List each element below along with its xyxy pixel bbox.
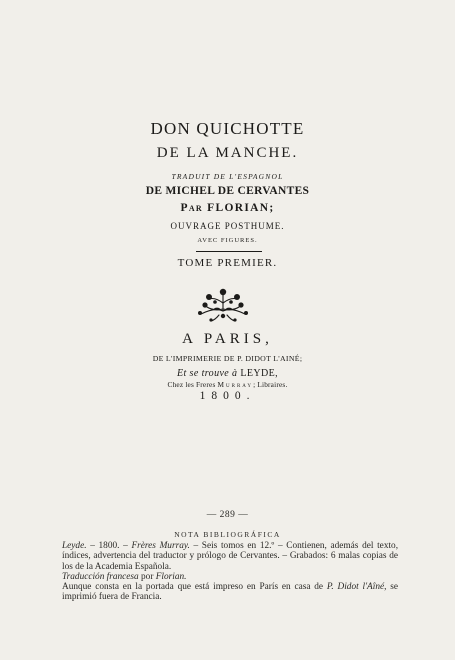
fleuron-ornament [191, 281, 255, 323]
bibliographic-note [62, 541, 398, 603]
translated-from-line: TRADUIT DE L'ESPAGNOL [171, 172, 284, 181]
book-subtitle: DE LA MANCHE. [156, 145, 299, 161]
note-place: Leyde. [62, 541, 87, 551]
note-description: – Seis tomos en 12.º – Contienen, además del texto, índices, advertencia del traductor y prólogo de Cervantes. – Grabados: 6 malas copias de los de la Academia Española. [62, 541, 399, 572]
note-imprint-post: , se imprimió fuera de Francia. [62, 582, 398, 603]
booksellers-name: Murray [217, 380, 254, 389]
note-publisher: Frères Murray. [131, 541, 190, 551]
note-paragraph-2 [62, 572, 398, 582]
translator-line: Par FLORIAN; [180, 202, 275, 214]
book-title: DON QUICHOTTE [150, 119, 305, 138]
imprint-booksellers [0, 380, 455, 389]
note-translation-mid: por [138, 571, 156, 582]
note-imprint-name: P. Didot l'Aîné [326, 582, 385, 593]
note-paragraph-1 [62, 541, 398, 572]
note-translation-label: Traducción francesa [62, 571, 139, 582]
note-translator-name: Florian. [155, 571, 187, 582]
imprint-sold-at-place: LEYDE, [240, 368, 279, 379]
nota-heading: NOTA BIBLIOGRÁFICA [174, 530, 281, 539]
posthumous-line: OUVRAGE POSTHUME. [170, 221, 285, 231]
note-paragraph-3 [62, 582, 398, 603]
page-number: — 289 — [206, 510, 249, 520]
imprint-year: 1800. [199, 390, 256, 402]
imprint-city: A PARIS, [182, 331, 273, 347]
volume-line: TOME PREMIER. [177, 257, 278, 269]
booksellers-suffix: ; Libraires. [253, 380, 288, 389]
author-line: DE MICHEL DE CERVANTES [145, 185, 310, 197]
imprint-sold-at-italic: Et se trouve à [176, 368, 238, 379]
note-year: – 1800. – [86, 541, 132, 551]
note-imprint-pre: Aunque consta en la portada que está impreso en París en casa de [62, 582, 327, 593]
figures-line: AVEC FIGURES. [197, 237, 258, 244]
imprint-sold-at [0, 368, 455, 379]
booksellers-prefix: Chez les Freres [167, 380, 216, 389]
imprint-printer: DE L'IMPRIMERIE DE P. DIDOT L'AINÉ; [152, 354, 303, 363]
title-rule [196, 251, 262, 252]
